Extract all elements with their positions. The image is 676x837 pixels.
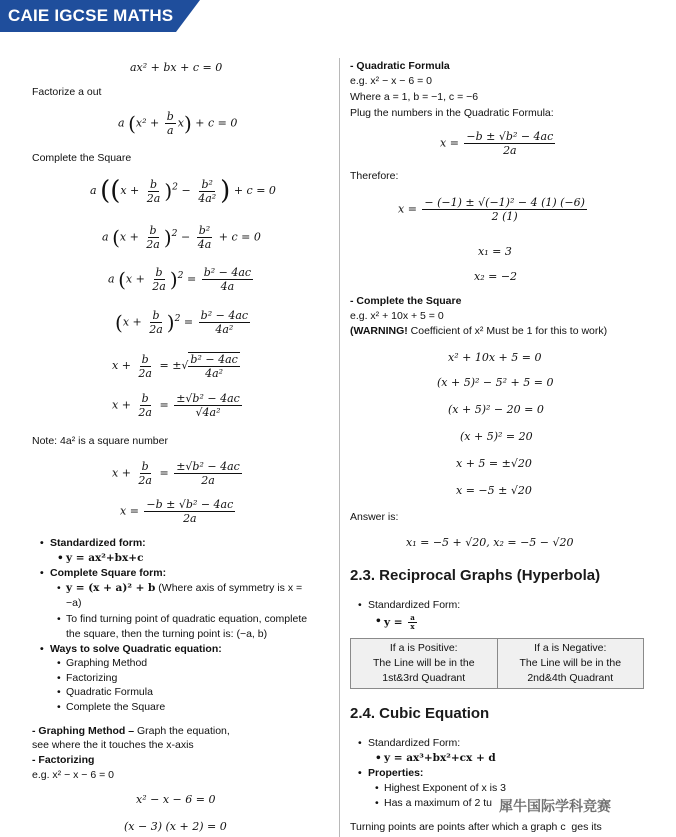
graphing-title: - Graphing Method – xyxy=(32,725,135,737)
eq-step1: a ((x + $\frac{b}{2a}$ )$^2$ − $\frac{\text{b²}}{\text{4a²}}$ ) + c = 0 xyxy=(90,176,276,206)
eq-step4: (x + $\frac{b}{2a}$ )$^2$ = $\frac{\text{b² − 4ac}}{\text{4a²}}$ xyxy=(115,309,249,336)
eq-step3: a (x + $\frac{b}{2a}$ )$^2$ = $\frac{\text{b² − 4ac}}{4a}$ xyxy=(108,266,252,293)
cs-step: x + 5 = ±√20 xyxy=(456,457,532,470)
warning-bold: (WARNING! xyxy=(350,325,408,337)
factorizing-title: - Factorizing xyxy=(32,754,95,766)
heading-cubic: 2.4. Cubic Equation xyxy=(350,705,490,722)
table-cell-positive xyxy=(351,639,498,689)
standardized-form-label: • Standardized form: xyxy=(50,536,146,550)
turning-text-tail: ges its xyxy=(571,821,602,833)
cs-step: x² + 10x + 5 = 0 xyxy=(448,351,542,364)
turning-point-line1: • To find turning point of quadratic equation, complete xyxy=(66,612,307,626)
watermark: 犀牛国际学科竞赛 xyxy=(499,798,611,814)
prop-item: • Highest Exponent of x is 3 xyxy=(384,781,506,795)
qf-eg: e.g. x² − x − 6 = 0 xyxy=(350,75,433,87)
heading-reciprocal: 2.3. Reciprocal Graphs (Hyperbola) xyxy=(350,567,601,584)
warning-rest: Coefficient of x² Must be 1 for this to work) xyxy=(407,325,608,337)
qf-where: Where a = 1, b = −1, c = −6 xyxy=(350,91,479,103)
reciprocal-table xyxy=(350,638,644,689)
complete-square-note2: −a) xyxy=(66,597,82,609)
answer-eq: x₁ = −5 + √20, x₂ = −5 − √20 xyxy=(406,536,574,549)
eq-step7: x + $\frac{b}{2a}$ = $\frac{\text{±√b² − 4ac}}{2a}$ xyxy=(112,460,240,487)
complete-label: Complete the Square xyxy=(32,152,132,164)
answer-label: Answer is: xyxy=(350,511,399,523)
way-item: • Quadratic Formula xyxy=(66,685,153,699)
complete-square-eq: y = (x + a)² + b xyxy=(66,582,156,594)
factorizing-eg: e.g. x² − x − 6 = 0 xyxy=(32,769,115,781)
eq-step5: x + $\frac{b}{2a}$ = ±√ $\frac{\text{b² − 4ac}}{\text{4a²}}$ xyxy=(112,352,238,380)
eq-factored: a (x² + $\frac{b}{a}$ x) + c = 0 xyxy=(118,110,238,137)
qf-plug: Plug the numbers in the Quadratic Formula: xyxy=(350,107,554,119)
pos-quad: 1st&3rd Quadrant xyxy=(382,672,466,684)
cub-eq: • y = ax³+bx²+cx + d xyxy=(384,751,496,765)
neg-head: If a is Negative: xyxy=(534,642,607,654)
cs-step: (x + 5)² = 20 xyxy=(460,430,533,443)
prop-item: • Has a maximum of 2 tu xyxy=(384,796,492,810)
turning-text xyxy=(350,820,602,834)
way-item: • Graphing Method xyxy=(66,656,147,670)
complete-square-form-label: • Complete Square form: xyxy=(50,566,166,580)
qf-title: - Quadratic Formula xyxy=(350,60,450,72)
cs-step: x = −5 ± √20 xyxy=(456,484,532,497)
cs-title: - Complete the Square xyxy=(350,295,462,307)
graphing-method-line xyxy=(32,724,230,738)
eq-quadratic-formula: x = $\frac{\text{−b ± √b² − 4ac}}{2a}$ xyxy=(120,498,234,525)
graphing-desc2: see where the it touches the x-axis xyxy=(32,739,194,751)
cub-std-label: • Standardized Form: xyxy=(368,736,460,750)
rec-std-label: • Standardized Form: xyxy=(368,598,460,612)
neg-line: The Line will be in the xyxy=(519,657,622,669)
cs-step: (x + 5)² − 5² + 5 = 0 xyxy=(437,376,554,389)
standardized-form-eq: • y = ax²+bx+c xyxy=(66,551,143,565)
properties-label: • Properties: xyxy=(368,766,423,780)
factorize-label: Factorize a out xyxy=(32,86,102,98)
cs-step: (x + 5)² − 20 = 0 xyxy=(448,403,544,416)
qf-formula: x = $\frac{\text{−b ± √b² − 4ac}}{2a}$ xyxy=(440,130,554,157)
way-item: • Factorizing xyxy=(66,671,117,685)
complete-square-note: (Where axis of symmetry is x = xyxy=(158,582,303,594)
turning-point-line2: the square, then the turning point is: (−a, b) xyxy=(66,628,268,640)
note-square: Note: 4a² is a square number xyxy=(32,435,168,447)
fact-eq1: x² − x − 6 = 0 xyxy=(136,793,216,806)
warning-line xyxy=(350,324,607,338)
eq-step6: x + $\frac{b}{2a}$ = $\frac{\text{±√b² − 4ac}}{\text{√4a²}}$ xyxy=(112,392,240,419)
complete-square-form-line xyxy=(66,581,302,595)
eq-step2: a (x + $\frac{b}{2a}$ )$^2$ − $\frac{\text{b²}}{4a}$ + c = 0 xyxy=(102,224,261,251)
fact-eq2: (x − 3) (x + 2) = 0 xyxy=(124,820,227,833)
way-item: • Complete the Square xyxy=(66,700,165,714)
column-divider xyxy=(339,58,340,837)
graphing-desc: Graph the equation, xyxy=(134,725,230,737)
therefore-label: Therefore: xyxy=(350,170,399,182)
rec-eq: • y = $\frac{a}{x}$ xyxy=(384,614,419,631)
pos-line: The Line will be in the xyxy=(372,657,475,669)
root-x1: x₁ = 3 xyxy=(478,245,512,258)
root-x2: x₂ = −2 xyxy=(474,270,518,283)
table-cell-negative xyxy=(497,639,644,689)
qf-substituted: x = $\frac{\text{− (−1) ± √(−1)² − 4 (1) (−6)}}{2 (1)}$ xyxy=(398,196,585,223)
neg-quad: 2nd&4th Quadrant xyxy=(527,672,614,684)
banner-title: CAIE IGCSE MATHS xyxy=(8,6,174,25)
turning-text-main: Turning points are points after which a graph c xyxy=(350,821,566,833)
ways-label: • Ways to solve Quadratic equation: xyxy=(50,642,222,656)
eq-general: ax² + bx + c = 0 xyxy=(130,61,223,74)
header-banner xyxy=(0,0,200,32)
cs-eg: e.g. x² + 10x + 5 = 0 xyxy=(350,310,444,322)
pos-head: If a is Positive: xyxy=(389,642,458,654)
